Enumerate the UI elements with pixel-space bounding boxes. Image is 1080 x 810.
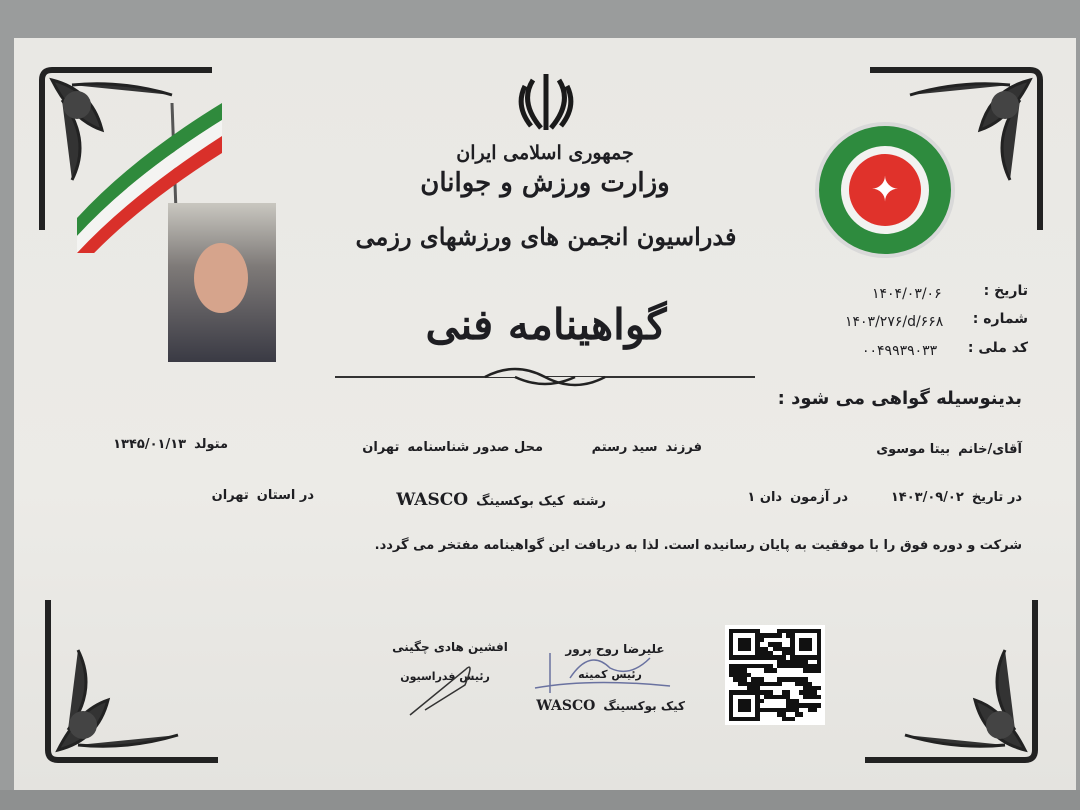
signature-2-org: کیک بوکسینگ xyxy=(603,699,685,713)
exam-date-value: ۱۴۰۳/۰۹/۰۲ xyxy=(890,490,964,505)
intro-text: بدینوسیله گواهی می شود : xyxy=(777,388,1022,409)
name-field xyxy=(876,442,1022,457)
exam-value: دان ۱ xyxy=(747,490,783,505)
national-id-value: ۰۰۴۹۹۳۹۰۳۳ xyxy=(862,343,938,359)
exam-field xyxy=(747,490,848,505)
federation-title: فدراسیون انجمن های ورزشهای رزمی xyxy=(355,222,737,251)
logo-mark-icon: ✦ xyxy=(849,154,921,226)
signature-1-role: رئیس فدراسیون xyxy=(400,670,490,683)
father-field xyxy=(592,440,702,455)
federation-logo xyxy=(815,122,955,258)
field-field xyxy=(396,490,606,510)
corner-ornament-icon xyxy=(865,590,1045,770)
father-label: فرزند xyxy=(665,440,702,455)
profile-photo xyxy=(168,203,276,362)
exam-label: در آزمون xyxy=(790,490,848,505)
number-value: ۱۴۰۳/۲۷۶/d/۶۶۸ xyxy=(845,314,944,330)
field-value: کیک بوکسینگ xyxy=(476,494,565,509)
birthplace-value: تهران xyxy=(362,440,400,455)
screen-bezel xyxy=(0,790,1080,810)
exam-date-label: در تاریخ xyxy=(971,490,1022,505)
corner-ornament-icon xyxy=(38,590,218,770)
born-value: ۱۳۴۵/۰۱/۱۳ xyxy=(113,437,187,452)
signature-1-scribble-icon xyxy=(405,650,485,720)
field-label: رشته xyxy=(572,494,606,509)
province-field xyxy=(212,488,314,503)
field-style: WASCO xyxy=(396,490,469,510)
name-value: بیتا موسوی xyxy=(876,442,951,457)
ornament-divider-icon xyxy=(335,365,755,389)
province-label: در استان xyxy=(256,488,314,503)
emblem-icon xyxy=(515,72,577,132)
date-label: تاریخ : xyxy=(983,283,1028,299)
signature-2-name: علیرضا روح پرور xyxy=(565,642,665,656)
ministry-title: وزارت ورزش و جوانان xyxy=(420,168,670,198)
province-value: تهران xyxy=(211,488,249,503)
born-label: متولد xyxy=(194,437,228,452)
born-field xyxy=(113,437,228,452)
republic-title: جمهوری اسلامی ایران xyxy=(456,142,634,164)
birthplace-label: محل صدور شناسنامه xyxy=(407,440,543,455)
national-id-label: کد ملی : xyxy=(967,340,1028,356)
father-value: سید رستم xyxy=(591,440,658,455)
signature-2-org-line xyxy=(536,698,685,714)
exam-date-field xyxy=(891,490,1022,505)
birthplace-field xyxy=(362,440,543,455)
name-label: آقای/خانم xyxy=(958,442,1022,457)
signature-2-scribble-icon xyxy=(530,648,680,698)
closing-text: شرکت و دوره فوق را با موفقیت به پایان رسانیده است. لذا به دریافت این گواهینامه مفتخر می گردد. xyxy=(374,538,1022,553)
signature-2-org-style: WASCO xyxy=(536,698,596,714)
certificate-title: گواهینامه فنی xyxy=(425,300,667,349)
signature-1-name: افشین هادی چگینی xyxy=(392,640,508,654)
number-label: شماره : xyxy=(972,311,1028,327)
qr-code[interactable] xyxy=(725,625,825,725)
date-value: ۱۴۰۴/۰۳/۰۶ xyxy=(872,286,942,302)
signature-2-role: رئیس کمیته xyxy=(578,668,642,681)
